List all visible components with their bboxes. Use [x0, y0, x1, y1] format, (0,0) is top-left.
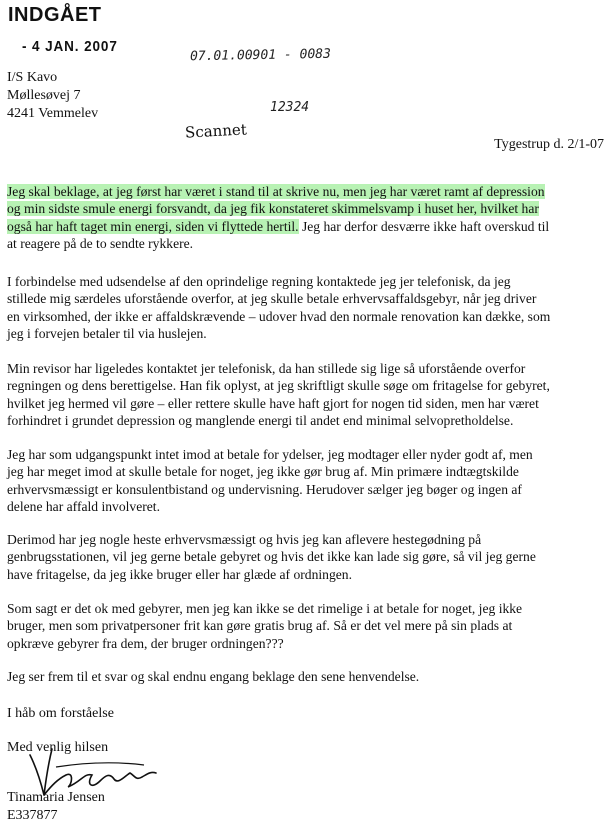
- paragraph-line: delene har affald involveret.: [7, 499, 160, 515]
- received-stamp-date: - 4 JAN. 2007: [22, 38, 118, 55]
- paragraph-text: Jeg har derfor desværre ikke haft overskud til: [298, 218, 550, 234]
- paragraph-3: [7, 360, 605, 430]
- closing-greeting: Med venlig hilsen: [7, 740, 109, 755]
- paragraph-line: have fritagelse, da jeg ikke bruger eller har glæde af ordningen.: [7, 566, 352, 582]
- paragraph-line: Jeg har som udgangspunkt intet imod at betale for ydelser, jeg modtager eller nyder godt af, men: [7, 447, 533, 462]
- paragraph-line: bruger, men som privatpersoner frit kan gøre gratis brug af. Så er det vel mere på sin plads at: [7, 618, 513, 634]
- highlighted-text: Jeg skal beklage, at jeg først har været i stand til at skrive nu, men jeg har været ramt af depression: [7, 184, 545, 199]
- paragraph-line: erhvervsmæssigt er konsulentbistand og undervisning. Herudover sælger jeg bøger og ingen af: [7, 481, 522, 497]
- place-date: Tygestrup d. 2/1-07: [494, 137, 604, 152]
- sender-name: I/S Kavo: [7, 70, 58, 85]
- paragraph-line: Min revisor har ligeledes kontaktet jer telefonisk, da han stillede sig lige så uforstående overfor: [7, 361, 526, 376]
- received-stamp-title: INDGÅET: [8, 4, 102, 26]
- paragraph-line: en virksomhed, der ikke er affaldskrævende – udover hvad den normale renovation kan dække, som: [7, 308, 551, 324]
- paragraph-line: regningen og dens berettigelse. Han fik oplyst, at jeg skriftligt skulle søge om fritagelse for gebyret,: [7, 378, 550, 394]
- paragraph-line: genbrugsstationen, vil jeg gerne betale gebyret og hvis det ikke kan lade sig gøre, så vil jeg gerne: [7, 549, 536, 565]
- paragraph-2: [7, 273, 605, 343]
- highlighted-text: også har haft taget min energi, siden vi flyttede hertil.: [7, 218, 299, 234]
- paragraph-line: Som sagt er det ok med gebyrer, men jeg kan ikke se det rimelige i at betale for noget, jeg ikke: [7, 601, 523, 616]
- paragraph-5: [7, 531, 605, 583]
- highlighted-text: og min sidste smule energi forsvandt, da jeg fik konstateret skimmelsvamp i huset her, hvilket har: [7, 201, 539, 217]
- paragraph-line: Derimod har jeg nogle heste erhvervsmæssigt og hvis jeg kan aflevere hestegødning på: [7, 532, 482, 547]
- handwritten-document-number: 07.01.00901 - 0083: [189, 46, 332, 65]
- paragraph-6: [7, 600, 605, 652]
- signer-id: E337877: [7, 808, 58, 823]
- paragraph-line: hvilket jeg hermed vil gøre – eller rettere skulle have haft gjort for nogen tid siden, men har været: [7, 395, 539, 411]
- handwritten-reference-number: 12324: [270, 100, 310, 115]
- paragraph-line: at reagere på de to sendte rykkere.: [7, 236, 194, 252]
- paragraph-line: jeg har meget imod at skulle betale for noget, jeg ikke gør brug af. Min primære indtægtskilde: [7, 464, 519, 480]
- closing-hope: I håb om forståelse: [7, 706, 114, 721]
- sender-street: Møllesøvej 7: [7, 88, 81, 103]
- paragraph-line: jeg i forvejen betaler til via huslejen.: [7, 326, 207, 342]
- signer-name: Tinamaria Jensen: [7, 790, 105, 805]
- paragraph-line: forhindret i grundet depression og manglende energi til andet end minimal selvopretholdelse.: [7, 413, 514, 429]
- paragraph-line: opkræve gebyrer fra dem, der bruger ordningen???: [7, 635, 284, 651]
- paragraph-line: stillede mig særdeles uforstående overfor, at jeg skulle betale erhvervsaffaldsgebyr, når jeg driver: [7, 291, 537, 307]
- paragraph-line: I forbindelse med udsendelse af den oprindelige regning kontaktede jeg jer telefonisk, da jeg: [7, 274, 511, 289]
- paragraph-line: Jeg ser frem til et svar og skal endnu engang beklage den sene henvendelse.: [7, 669, 420, 684]
- paragraph-1: [7, 183, 605, 253]
- handwritten-scanned-note: Scannet: [184, 120, 248, 142]
- paragraph-7: [7, 668, 605, 685]
- sender-city: 4241 Vemmelev: [7, 106, 99, 121]
- paragraph-4: [7, 446, 605, 516]
